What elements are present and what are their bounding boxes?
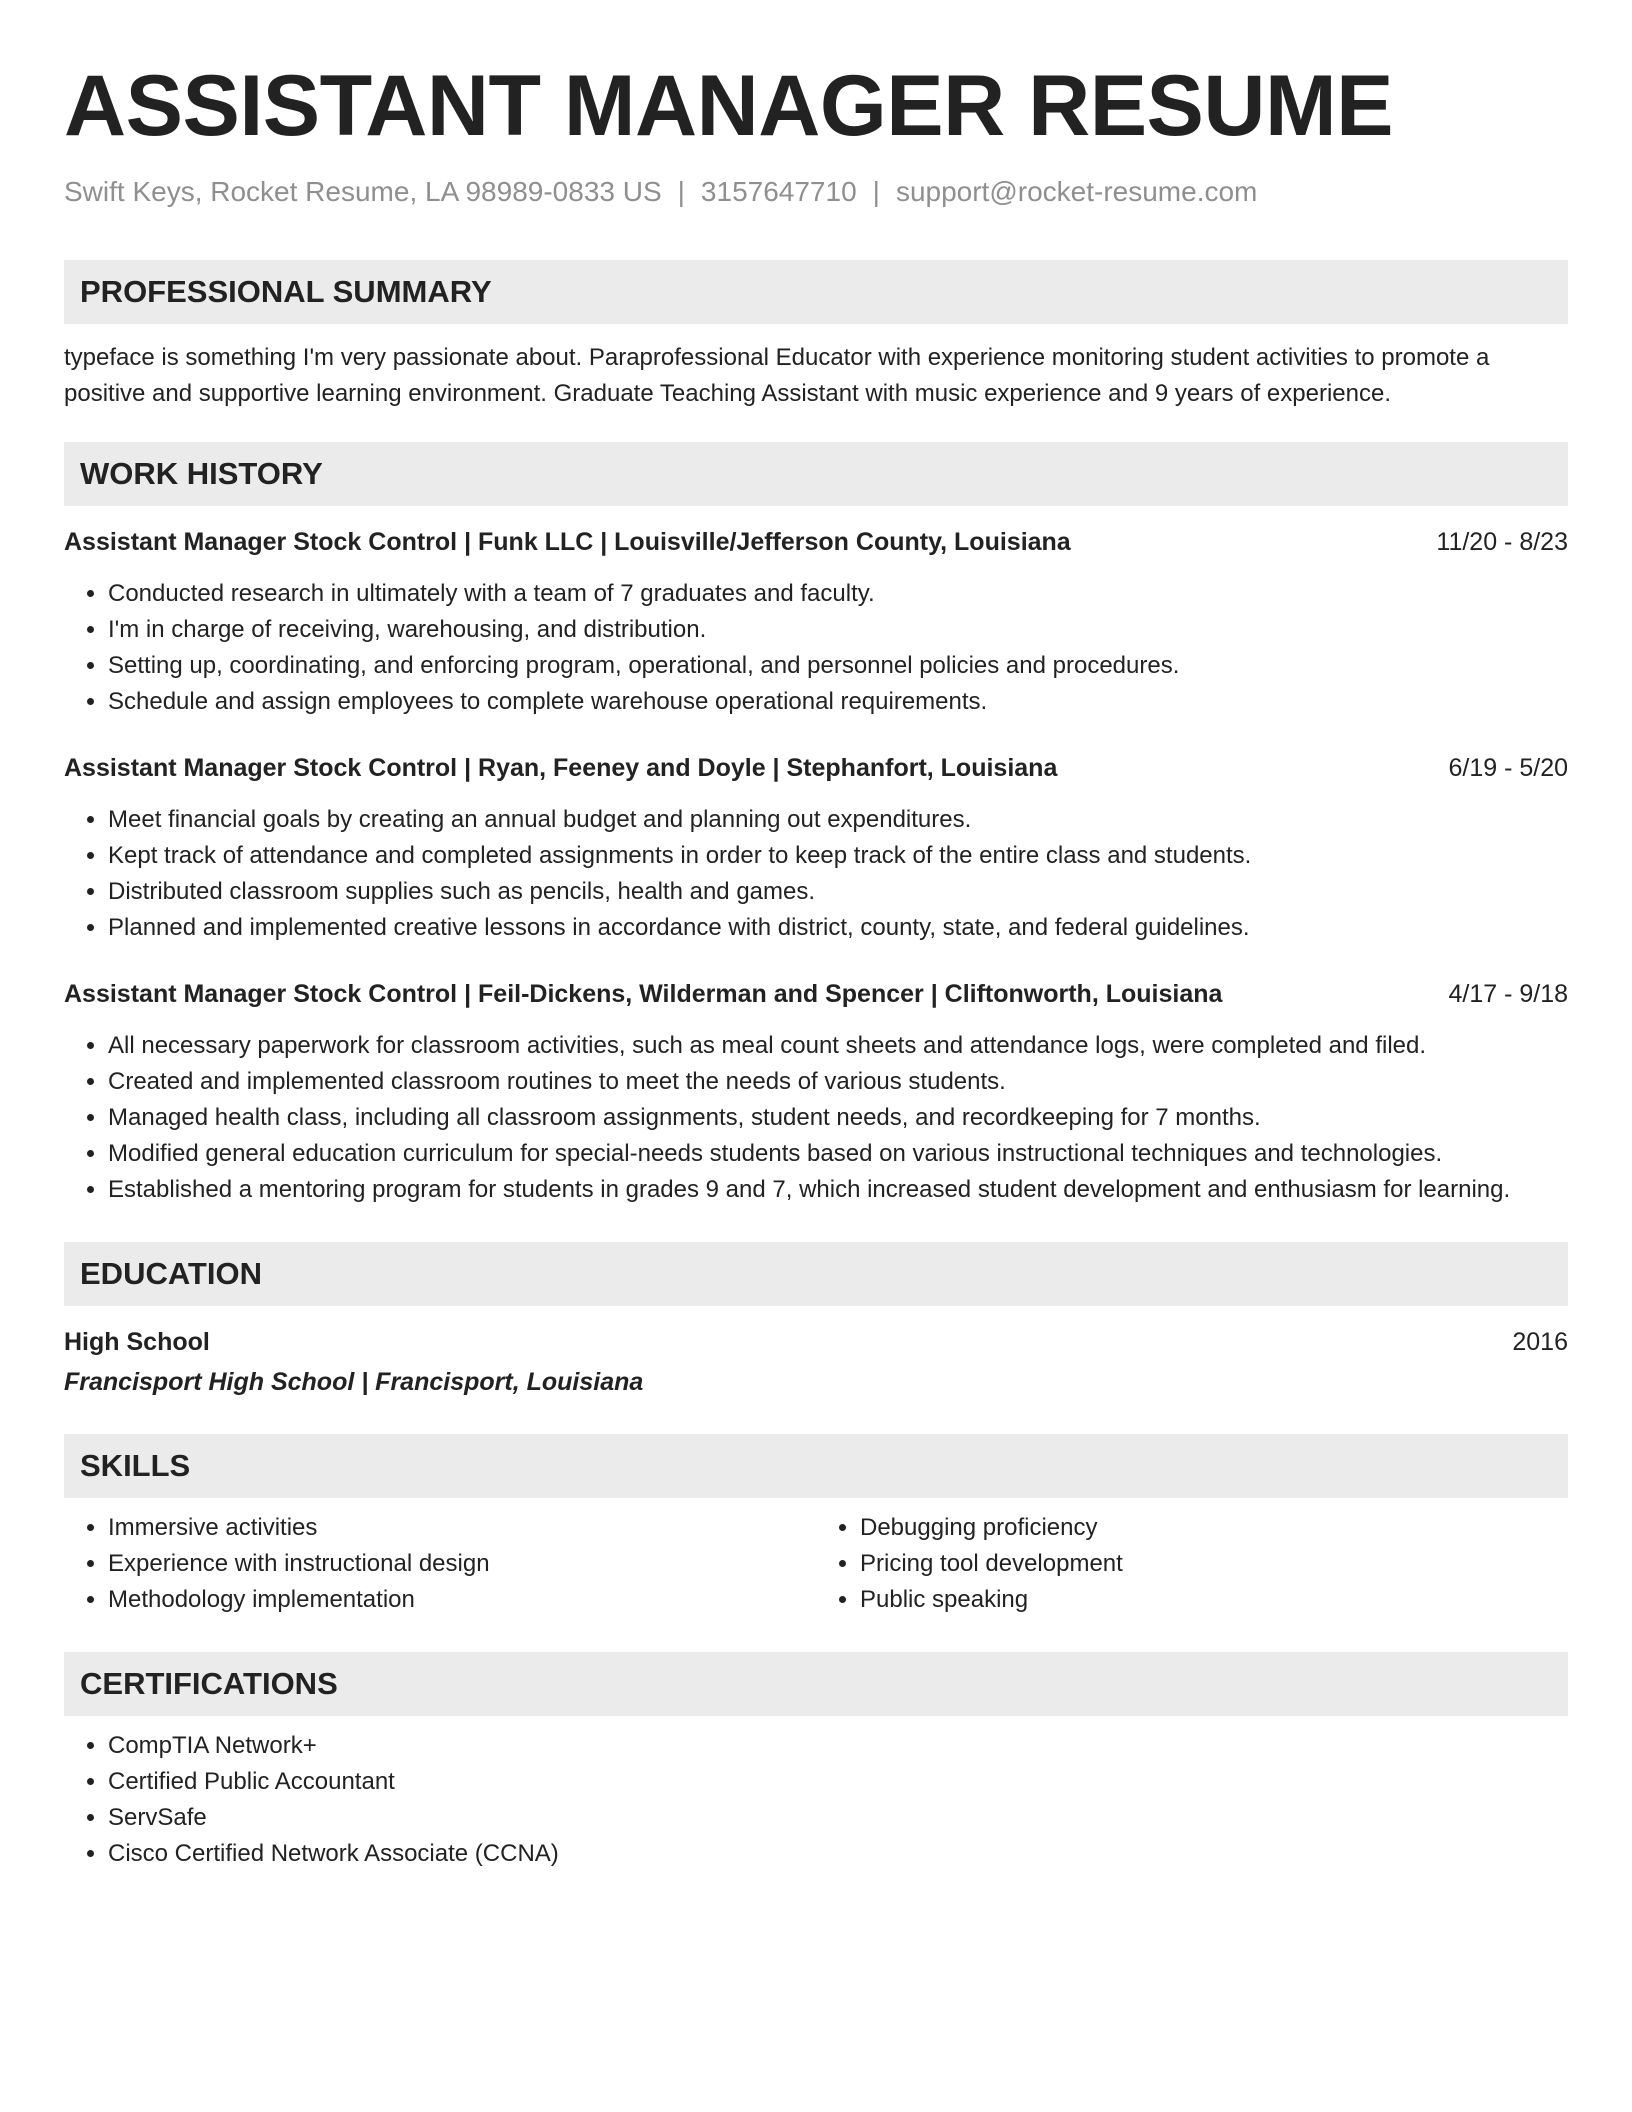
resume-title: ASSISTANT MANAGER RESUME xyxy=(64,58,1394,154)
job-bullet: • Modified general education curriculum for special-needs students based on various instructional techniques and technologies. xyxy=(108,1136,1568,1172)
section-heading-skills: SKILLS xyxy=(64,1434,1568,1498)
job-bullet: • Established a mentoring program for students in grades 9 and 7, which increased student development and enthusiasm for learning. xyxy=(108,1172,1568,1208)
job-entry xyxy=(64,524,1568,720)
skill-item: • Immersive activities xyxy=(108,1510,816,1546)
skill-item: • Debugging proficiency xyxy=(860,1510,1568,1546)
summary-text: typeface is something I'm very passionate about. Paraprofessional Educator with experience monitoring student activities to promote a positive and supportive learning environment. Graduate Teaching Assistant with music experience and 9 years of experience. xyxy=(64,344,1490,407)
contact-phone: 3157647710 xyxy=(700,176,857,207)
job-entry xyxy=(64,976,1568,1208)
certifications-list xyxy=(64,1728,1568,1872)
skills-column-right xyxy=(816,1510,1568,1618)
skills-column-left xyxy=(64,1510,816,1618)
contact-address: Swift Keys, Rocket Resume, LA 98989-0833 US xyxy=(64,176,662,207)
contact-separator: | xyxy=(872,176,880,207)
job-title: Assistant Manager Stock Control | Ryan, Feeney and Doyle | Stephanfort, Louisiana xyxy=(64,754,1058,782)
certification-item: • ServSafe xyxy=(108,1800,1568,1836)
job-bullet: • Distributed classroom supplies such as pencils, health and games. xyxy=(108,874,1568,910)
skill-item: • Public speaking xyxy=(860,1582,1568,1618)
certification-item: • Certified Public Accountant xyxy=(108,1764,1568,1800)
job-bullet: • Created and implemented classroom routines to meet the needs of various students. xyxy=(108,1064,1568,1100)
job-bullet: • All necessary paperwork for classroom activities, such as meal count sheets and attendance logs, were completed and filed. xyxy=(108,1028,1568,1064)
job-bullets xyxy=(64,802,1568,946)
job-dates: 11/20 - 8/23 xyxy=(1436,528,1568,556)
education-year: 2016 xyxy=(1512,1328,1568,1356)
skills-list xyxy=(64,1510,1568,1618)
job-bullets xyxy=(64,576,1568,720)
job-bullet: • Schedule and assign employees to complete warehouse operational requirements. xyxy=(108,684,1568,720)
skill-item: • Pricing tool development xyxy=(860,1546,1568,1582)
job-entry xyxy=(64,750,1568,946)
education-degree: High School xyxy=(64,1328,210,1356)
job-bullet: • I'm in charge of receiving, warehousing, and distribution. xyxy=(108,612,1568,648)
job-dates: 6/19 - 5/20 xyxy=(1448,754,1568,782)
job-bullet: • Planned and implemented creative lessons in accordance with district, county, state, and federal guidelines. xyxy=(108,910,1568,946)
section-heading-summary: PROFESSIONAL SUMMARY xyxy=(64,260,1568,324)
section-heading-work-history: WORK HISTORY xyxy=(64,442,1568,506)
section-heading-education: EDUCATION xyxy=(64,1242,1568,1306)
job-title: Assistant Manager Stock Control | Funk LLC | Louisville/Jefferson County, Louisiana xyxy=(64,528,1071,556)
contact-separator: | xyxy=(677,176,685,207)
job-bullet: • Kept track of attendance and completed assignments in order to keep track of the entire class and students. xyxy=(108,838,1568,874)
job-bullet: • Meet financial goals by creating an annual budget and planning out expenditures. xyxy=(108,802,1568,838)
job-bullet: • Conducted research in ultimately with a team of 7 graduates and faculty. xyxy=(108,576,1568,612)
contact-line xyxy=(64,174,1568,210)
job-bullet: • Setting up, coordinating, and enforcing program, operational, and personnel policies and procedures. xyxy=(108,648,1568,684)
job-dates: 4/17 - 9/18 xyxy=(1448,980,1568,1008)
certification-item: • Cisco Certified Network Associate (CCNA) xyxy=(108,1836,1568,1872)
education-school: Francisport High School | Francisport, Louisiana xyxy=(64,1368,644,1396)
contact-email: support@rocket-resume.com xyxy=(895,176,1258,207)
certification-item: • CompTIA Network+ xyxy=(108,1728,1568,1764)
job-title: Assistant Manager Stock Control | Feil-Dickens, Wilderman and Spencer | Cliftonworth, Louisiana xyxy=(64,980,1223,1008)
education-entry xyxy=(64,1324,1568,1360)
job-bullet: • Managed health class, including all classroom assignments, student needs, and recordkeeping for 7 months. xyxy=(108,1100,1568,1136)
skill-item: • Methodology implementation xyxy=(108,1582,816,1618)
skill-item: • Experience with instructional design xyxy=(108,1546,816,1582)
job-bullets xyxy=(64,1028,1568,1208)
section-heading-certifications: CERTIFICATIONS xyxy=(64,1652,1568,1716)
